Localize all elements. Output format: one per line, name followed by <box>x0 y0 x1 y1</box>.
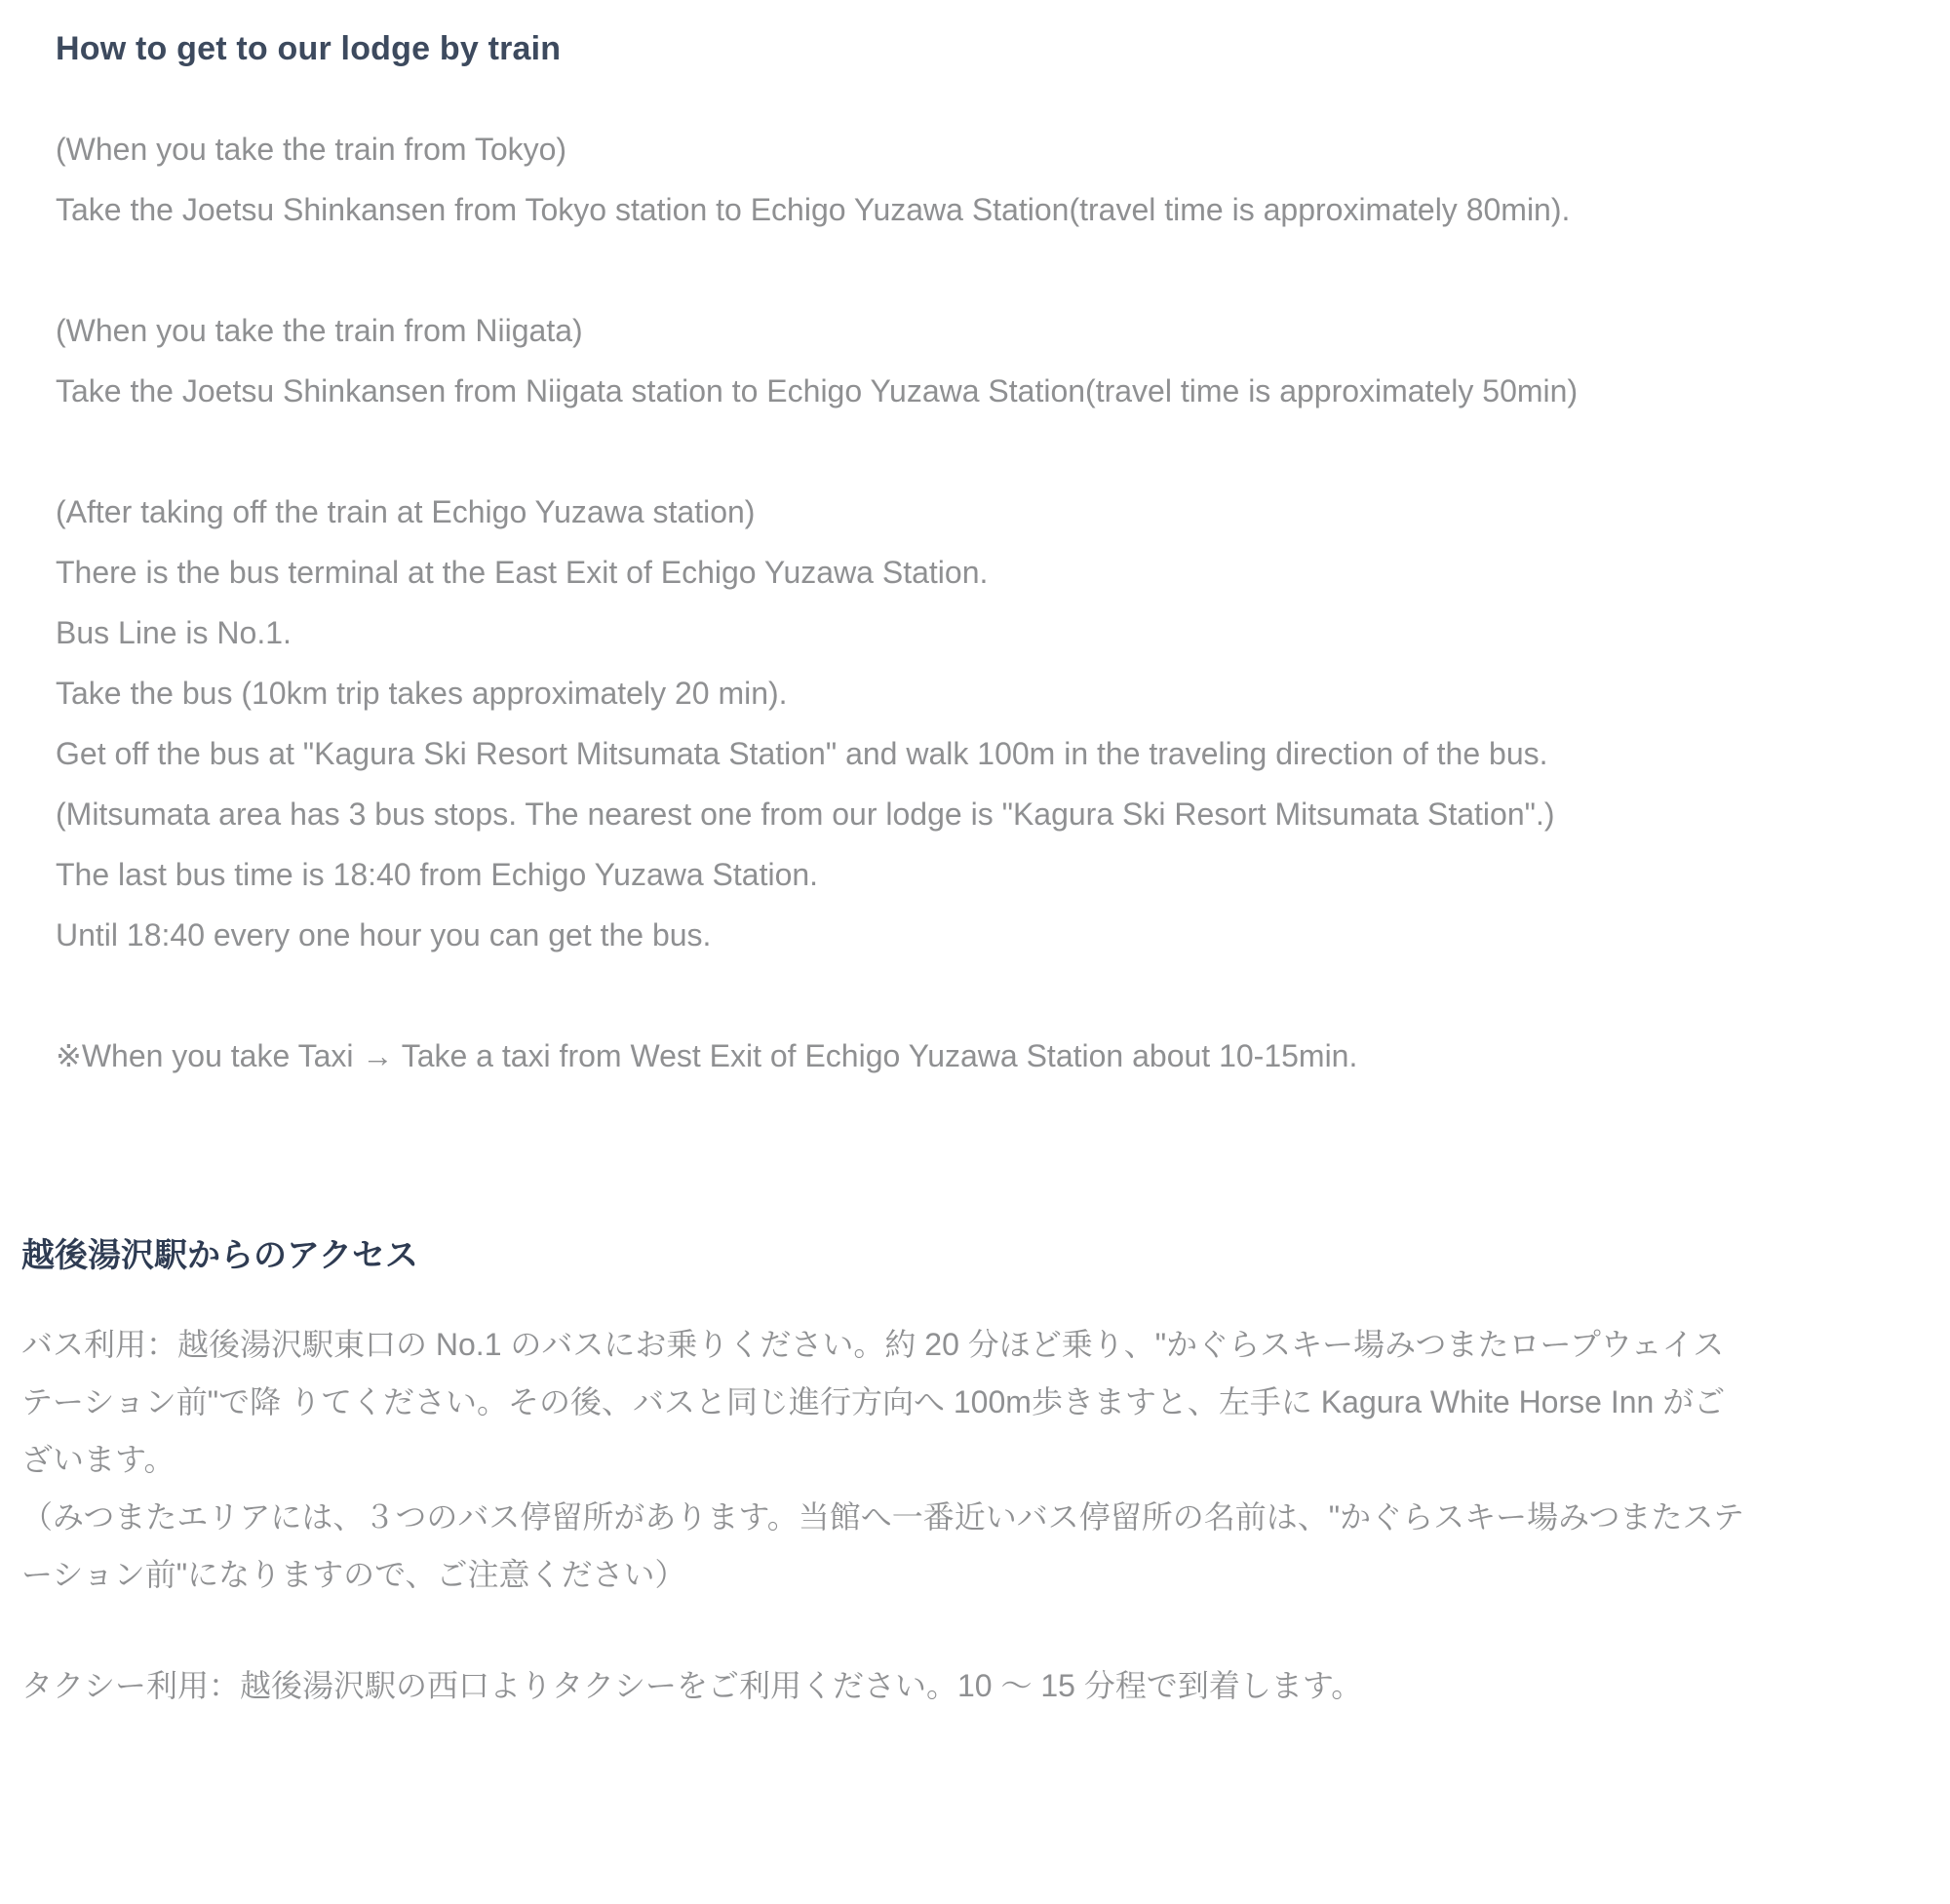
tokyo-train-block <box>56 119 1950 240</box>
jp-taxi-line: タクシー利用：越後湯沢駅の西口よりタクシーをご利用ください。10 ～ 15 分程で到着します。 <box>21 1668 1363 1703</box>
niigata-detail-line: Take the Joetsu Shinkansen from Niigata station to Echigo Yuzawa Station(travel time is approximately 50min) <box>56 373 1579 408</box>
niigata-intro-line: (When you take the train from Niigata) <box>56 313 583 348</box>
jp-taxi-paragraph <box>21 1657 1950 1715</box>
jp-bus-line-2: テーション前"で降 りてください。その後、バスと同じ進行方向へ 100m歩きますと、左手に Kagura White Horse Inn がご <box>21 1384 1726 1419</box>
jp-bus-paragraph <box>21 1316 1950 1604</box>
jp-section-title: 越後湯沢駅からのアクセス <box>21 1237 418 1274</box>
bus-instruction-line-3: Bus Line is No.1. <box>56 615 292 650</box>
bus-instruction-line-5: Get off the bus at "Kagura Ski Resort Mitsumata Station" and walk 100m in the traveling direction of the bus. <box>56 736 1548 771</box>
jp-bus-line-4: （みつまたエリアには、３つのバス停留所があります。当館へ一番近いバス停留所の名前は、"かぐらスキー場みつまたステ <box>21 1499 1744 1535</box>
jp-bus-line-3: ざいます。 <box>21 1442 176 1477</box>
tokyo-detail-line: Take the Joetsu Shinkansen from Tokyo station to Echigo Yuzawa Station(travel time is approximately 80min). <box>56 192 1571 227</box>
bus-instruction-line-8: Until 18:40 every one hour you can get the bus. <box>56 917 712 952</box>
niigata-train-block <box>56 300 1950 421</box>
taxi-note-line: ※When you take Taxi → Take a taxi from West Exit of Echigo Yuzawa Station about 10-15min. <box>56 1038 1358 1073</box>
bus-instruction-line-7: The last bus time is 18:40 from Echigo Yuzawa Station. <box>56 857 819 892</box>
jp-bus-line-1: バス利用：越後湯沢駅東口の No.1 のバスにお乗りください。約 20 分ほど乗り、"かぐらスキー場みつまたロープウェイス <box>21 1327 1725 1362</box>
taxi-note-block <box>56 1026 1950 1086</box>
bus-instruction-line-4: Take the bus (10km trip takes approximately 20 min). <box>56 676 788 711</box>
page-title: How to get to our lodge by train <box>56 30 562 67</box>
japanese-access-section <box>0 1232 1950 1715</box>
bus-instruction-line-6: (Mitsumata area has 3 bus stops. The nearest one from our lodge is "Kagura Ski Resort Mitsumata Station".) <box>56 797 1555 832</box>
bus-instructions-block <box>56 482 1950 965</box>
bus-instruction-line-2: There is the bus terminal at the East Exit of Echigo Yuzawa Station. <box>56 555 989 590</box>
bus-instruction-line-1: (After taking off the train at Echigo Yuzawa station) <box>56 494 756 529</box>
tokyo-intro-line: (When you take the train from Tokyo) <box>56 132 567 167</box>
jp-bus-line-5: ーション前"になりますので、ご注意ください） <box>21 1557 686 1592</box>
